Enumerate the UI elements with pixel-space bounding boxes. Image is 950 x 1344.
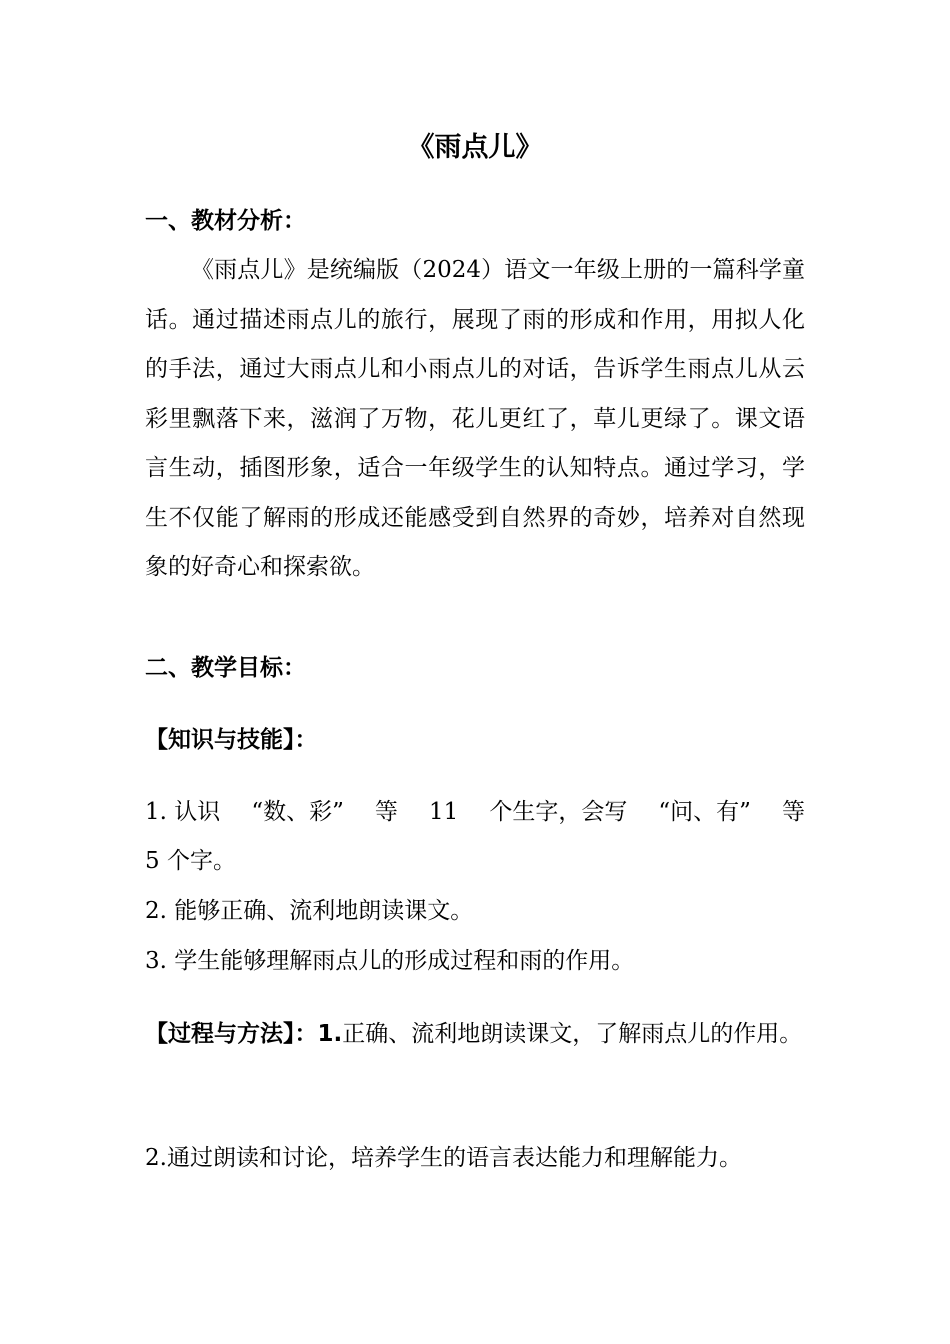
knowledge-item-1-part: 个生字，会写 [489, 799, 628, 825]
knowledge-item-1-part: 11 [428, 799, 459, 825]
knowledge-skills-label: 【知识与技能】： [145, 727, 318, 753]
knowledge-item-2: 2. 能够正确、流利地朗读课文。 [145, 898, 474, 924]
knowledge-item-1-part: “问、有” [658, 799, 751, 825]
knowledge-item-3: 3. 学生能够理解雨点儿的形成过程和雨的作用。 [145, 948, 635, 974]
knowledge-item-1-part: 1. 认识 [145, 799, 221, 825]
knowledge-item-1-continued: 5 个字。 [145, 848, 236, 874]
process-method-item-2: 2.通过朗读和讨论，培养学生的语言表达能力和理解能力。 [145, 1145, 742, 1171]
knowledge-item-1-part: 等 [374, 799, 398, 825]
knowledge-item-1-part: “数、彩” [251, 799, 344, 825]
section-heading-teaching-goals: 二、教学目标： [145, 655, 306, 681]
process-method-item-1-number: 1. [317, 1021, 343, 1047]
process-method-label: 【过程与方法】： [145, 1021, 318, 1047]
knowledge-item-1-part: 等 [781, 799, 805, 825]
section-heading-textbook-analysis: 一、教材分析： [145, 208, 306, 234]
textbook-analysis-paragraph: 《雨点儿》是统编版（2024）语文一年级上册的一篇科学童话。通过描述雨点儿的旅行，展现了雨的形成和作用，用拟人化的手法，通过大雨点儿和小雨点儿的对话，告诉学生雨点儿从云彩里飘落下来，滋润了万物，花儿更红了，草儿更绿了。课文语言生动，插图形象，适合一年级学生的认知特点。通过学习，学生不仅能了解雨的形成还能感受到自然界的奇妙，培养对自然现象的好奇心和探索欲。 [145, 257, 805, 580]
document-title: 《雨点儿》 [407, 132, 543, 163]
process-method-item-1-text: 正确、流利地朗读课文，了解雨点儿的作用。 [342, 1021, 803, 1047]
knowledge-item-1 [145, 794, 805, 830]
process-method-item-1 [145, 1010, 805, 1060]
